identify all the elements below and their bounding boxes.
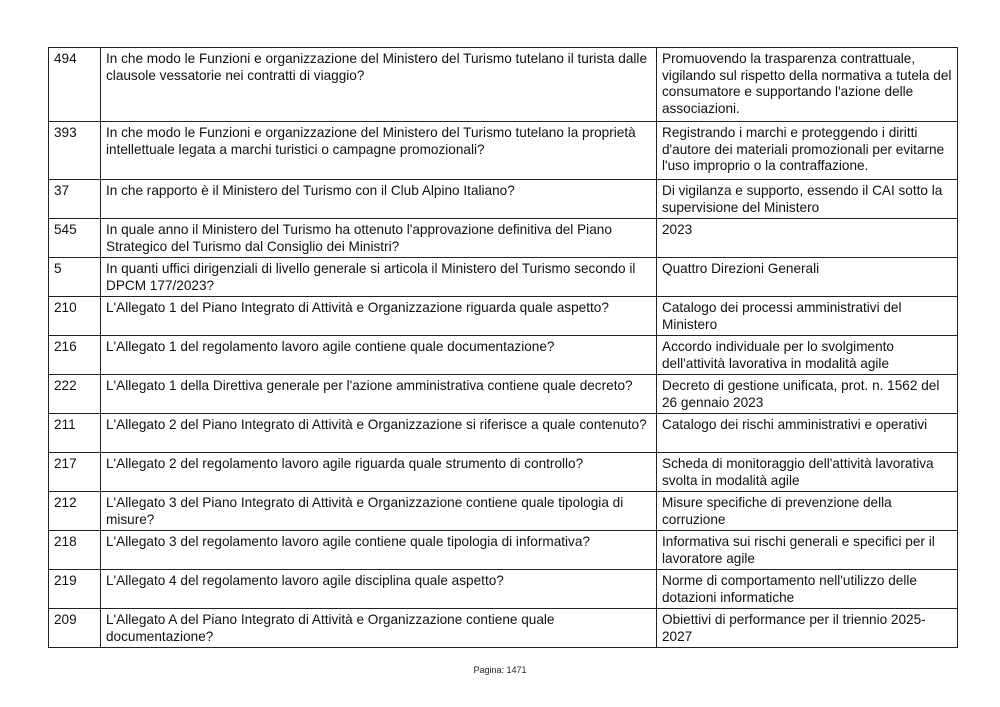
question-id-cell: 212 [49,492,101,531]
table-row [49,492,958,531]
question-id-cell: 209 [49,609,101,648]
answer-cell: Decreto di gestione unificata, prot. n. 1562 del 26 gennaio 2023 [657,375,958,414]
answer-cell: Registrando i marchi e proteggendo i diritti d'autore dei materiali promozionali per evitarne l'uso improprio o la contraffazione. [657,122,958,180]
question-id-cell: 393 [49,122,101,180]
question-id-cell: 218 [49,531,101,570]
answer-cell: Norme di comportamento nell'utilizzo delle dotazioni informatiche [657,570,958,609]
answer-cell: Di vigilanza e supporto, essendo il CAI sotto la supervisione del Ministero [657,180,958,219]
table-row [49,258,958,297]
table-row [49,375,958,414]
question-id-cell: 545 [49,219,101,258]
answer-cell: Misure specifiche di prevenzione della corruzione [657,492,958,531]
question-id-cell: 5 [49,258,101,297]
table-row [49,219,958,258]
question-cell: L'Allegato A del Piano Integrato di Attività e Organizzazione contiene quale documentazione? [101,609,657,648]
table-row [49,570,958,609]
question-cell: L'Allegato 3 del regolamento lavoro agile contiene quale tipologia di informativa? [101,531,657,570]
question-table [48,47,958,648]
question-id-cell: 222 [49,375,101,414]
answer-cell: Informativa sui rischi generali e specifici per il lavoratore agile [657,531,958,570]
question-cell: In che modo le Funzioni e organizzazione del Ministero del Turismo tutelano il turista dalle clausole vessatorie nei contratti di viaggio? [101,48,657,122]
question-id-cell: 217 [49,453,101,492]
table-row [49,414,958,453]
question-id-cell: 210 [49,297,101,336]
question-cell: L'Allegato 4 del regolamento lavoro agile disciplina quale aspetto? [101,570,657,609]
question-cell: In quanti uffici dirigenziali di livello generale si articola il Ministero del Turismo secondo il DPCM 177/2023? [101,258,657,297]
table-row [49,297,958,336]
question-cell: In che modo le Funzioni e organizzazione del Ministero del Turismo tutelano la proprietà intellettuale legata a marchi turistici o campagne promozionali? [101,122,657,180]
question-cell: In che rapporto è il Ministero del Turismo con il Club Alpino Italiano? [101,180,657,219]
answer-cell: Catalogo dei processi amministrativi del Ministero [657,297,958,336]
answer-cell: Scheda di monitoraggio dell'attività lavorativa svolta in modalità agile [657,453,958,492]
page-number: Pagina: 1471 [473,665,527,675]
question-id-cell: 494 [49,48,101,122]
question-id-cell: 37 [49,180,101,219]
answer-cell: Promuovendo la trasparenza contrattuale, vigilando sul rispetto della normativa a tutela del consumatore e supportando l'azione delle associazioni. [657,48,958,122]
question-cell: L'Allegato 1 del Piano Integrato di Attività e Organizzazione riguarda quale aspetto? [101,297,657,336]
answer-cell: Quattro Direzioni Generali [657,258,958,297]
answer-cell: Obiettivi di performance per il triennio 2025-2027 [657,609,958,648]
question-id-cell: 219 [49,570,101,609]
table-row [49,48,958,122]
answer-cell: Catalogo dei rischi amministrativi e operativi [657,414,958,453]
question-cell: L'Allegato 2 del regolamento lavoro agile riguarda quale strumento di controllo? [101,453,657,492]
question-cell: In quale anno il Ministero del Turismo ha ottenuto l'approvazione definitiva del Piano Strategico del Turismo dal Consiglio dei Ministri? [101,219,657,258]
question-id-cell: 211 [49,414,101,453]
table-row [49,122,958,180]
answer-cell: Accordo individuale per lo svolgimento dell'attività lavorativa in modalità agile [657,336,958,375]
question-cell: L'Allegato 1 della Direttiva generale per l'azione amministrativa contiene quale decreto? [101,375,657,414]
table-row [49,453,958,492]
question-cell: L'Allegato 2 del Piano Integrato di Attività e Organizzazione si riferisce a quale contenuto? [101,414,657,453]
question-id-cell: 216 [49,336,101,375]
question-cell: L'Allegato 3 del Piano Integrato di Attività e Organizzazione contiene quale tipologia di misure? [101,492,657,531]
answer-cell: 2023 [657,219,958,258]
table-row [49,336,958,375]
table-row [49,609,958,648]
question-cell: L'Allegato 1 del regolamento lavoro agile contiene quale documentazione? [101,336,657,375]
question-table-body [49,48,958,648]
table-row [49,180,958,219]
table-row [49,531,958,570]
